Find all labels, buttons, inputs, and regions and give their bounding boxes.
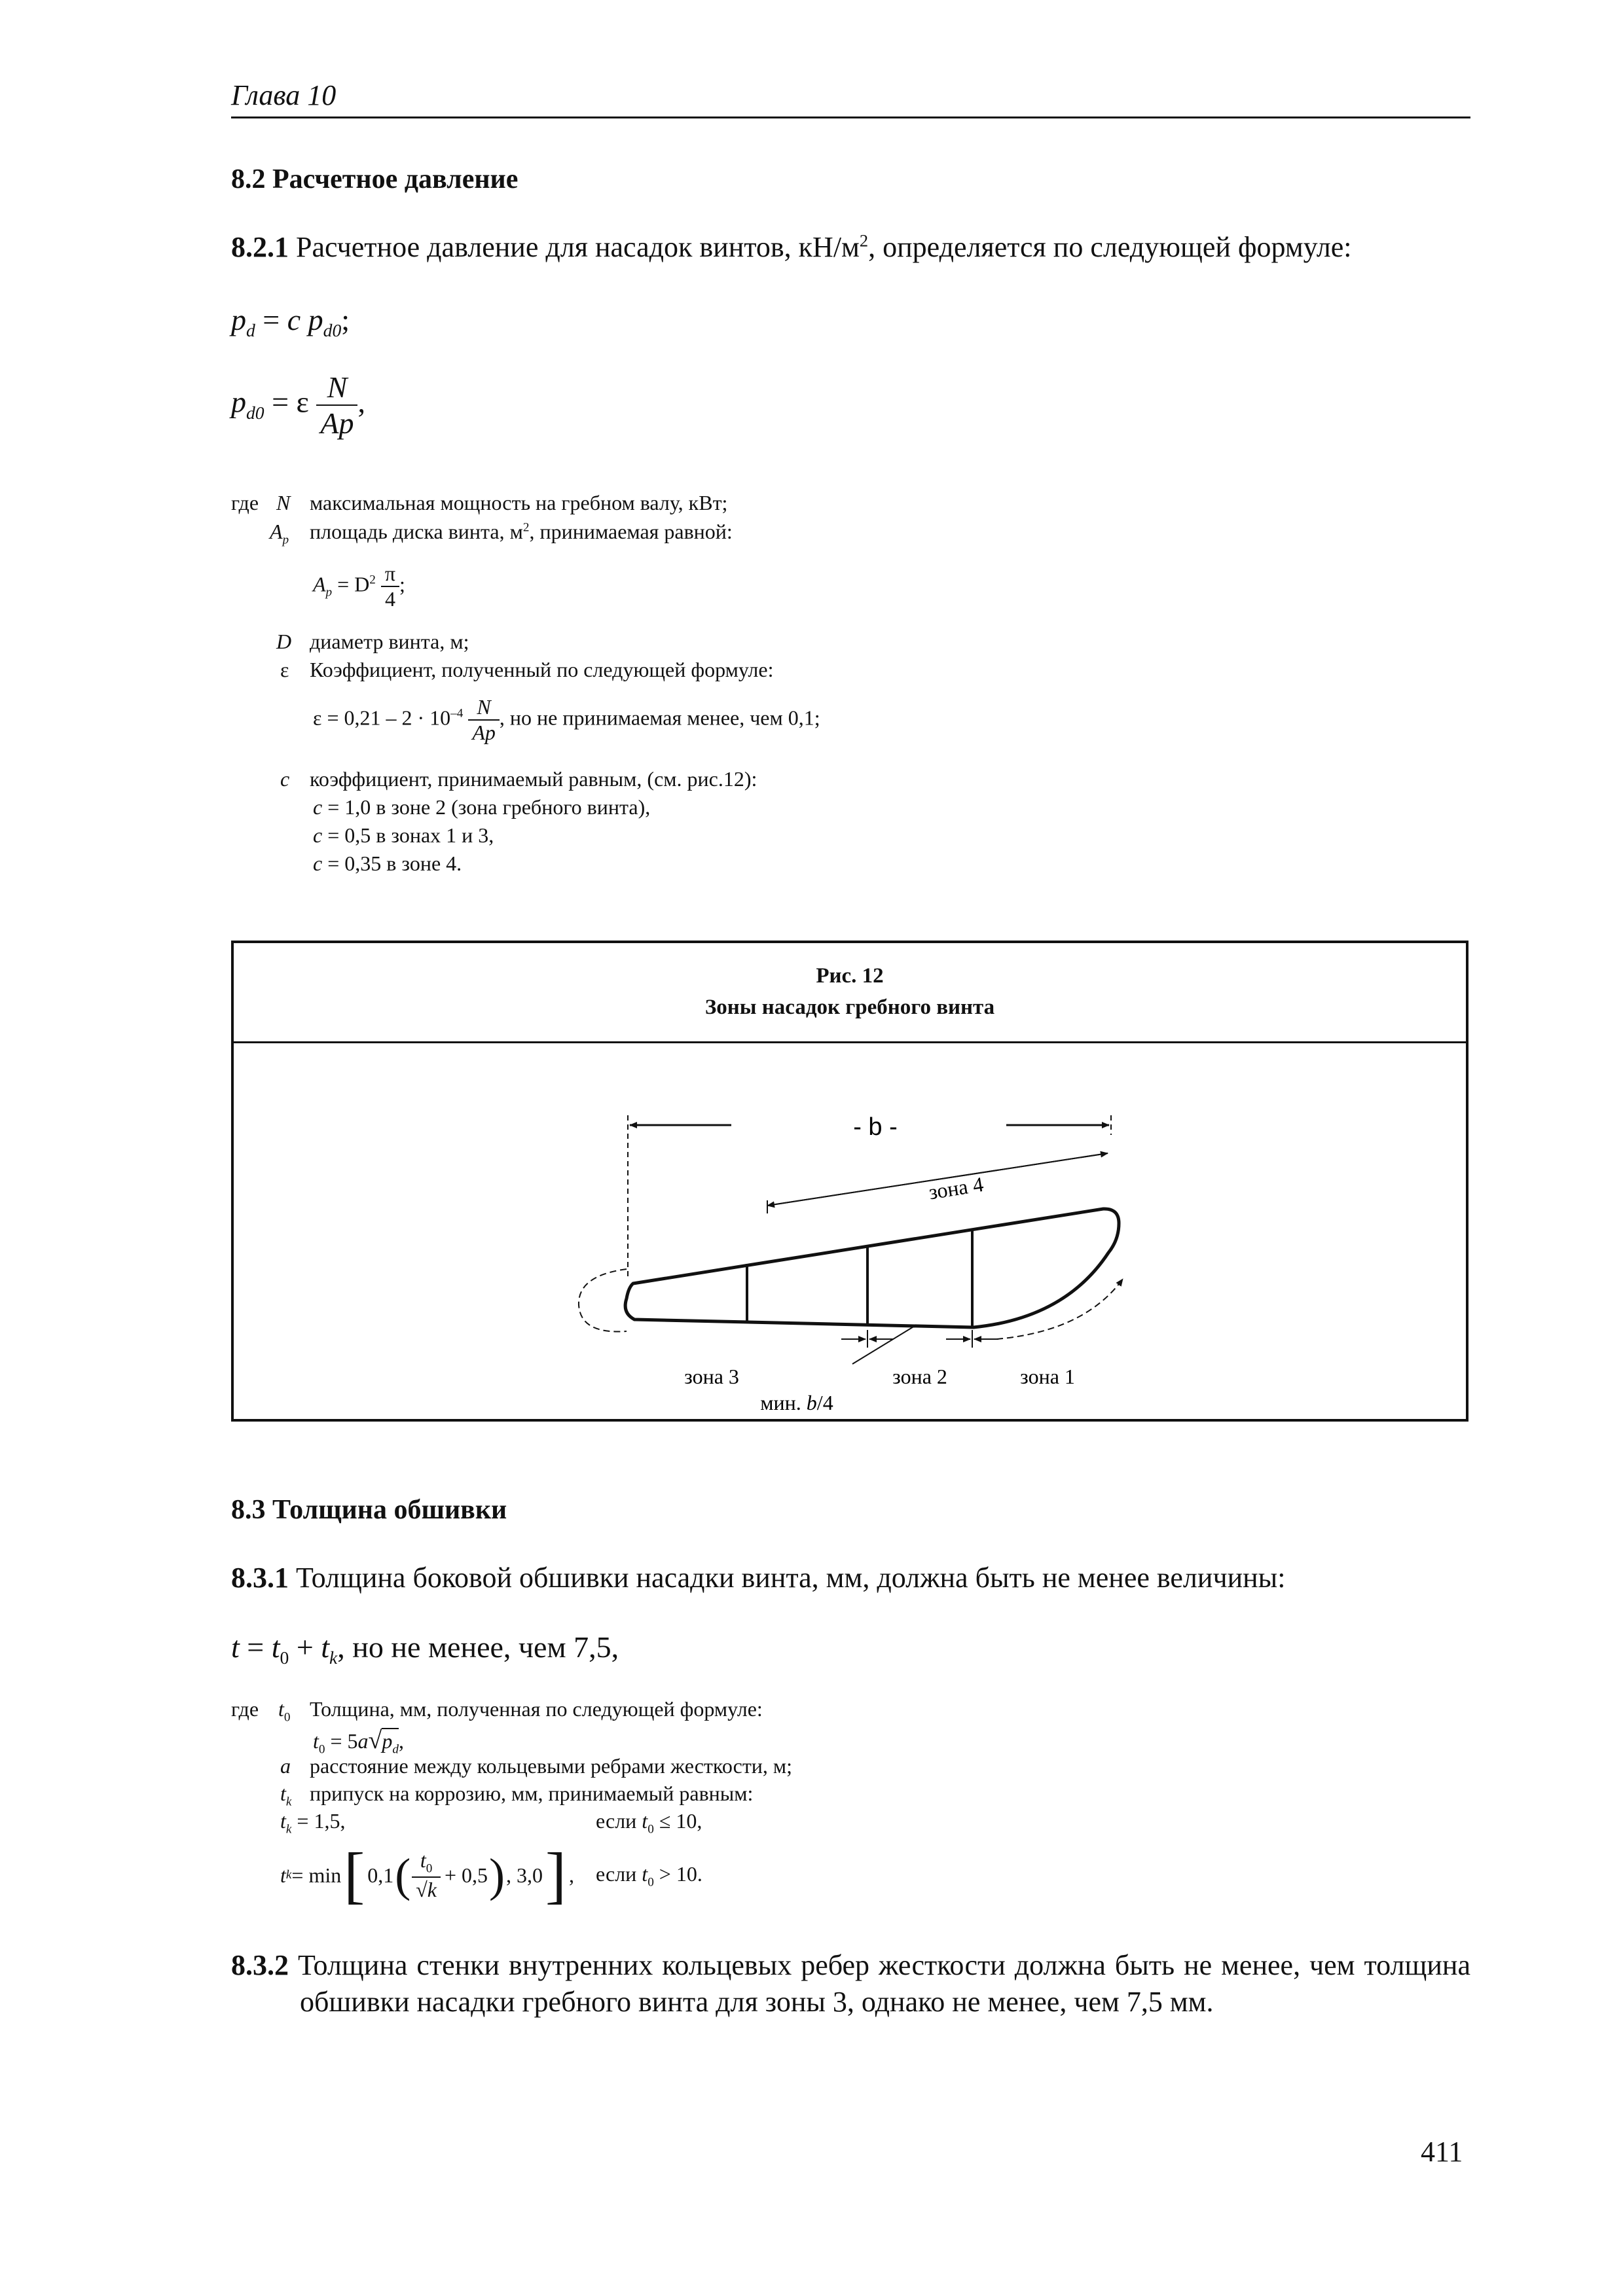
page-number: 411 xyxy=(1421,2136,1463,2168)
figure-caption xyxy=(234,943,1466,1043)
section-title-8-2: 8.2 Расчетное давление xyxy=(231,164,519,194)
formula-pd0: $p_{d0} = \varepsilon$ $\frac{N}{Ap}$ , xyxy=(231,370,365,440)
formula-eps: $\varepsilon = 0,21 - 2 \cdot 10^{-4}$ $\frac{N}{Ap}$ , но не принимаемая менее, чем 0,1; xyxy=(313,695,820,744)
def-c-text: коэффициент, принимаемый равным, (см. рис.12): xyxy=(310,767,757,791)
paragraph-number: 8.3.1 xyxy=(231,1562,289,1594)
figure-number: Рис. 12 xyxy=(816,964,884,988)
def-t0-symbol: $t_0$ xyxy=(278,1697,291,1725)
where-label: где xyxy=(231,1697,259,1721)
def-Ap-symbol: $A_p$ xyxy=(270,520,289,547)
condition-tk-case1: если $t_0 \le 10$, xyxy=(596,1809,702,1837)
c-value-zones13: c = 0,5 в зонах 1 и 3, xyxy=(313,823,494,847)
zone2-label: зона 2 xyxy=(892,1365,947,1388)
trailing-edge-arc xyxy=(996,1279,1123,1339)
nozzle-zones-diagram xyxy=(234,1043,1466,1419)
paragraph-number: 8.2.1 xyxy=(231,231,289,263)
paragraph-8-3-2: 8.3.2 Толщина стенки внутренних кольцевых ребер жесткости должна быть не менее, чем толщина обшивки насадки гребного винта для зоны 3, однако не менее, чем 7,5 мм. xyxy=(231,1949,1470,2018)
b-label: - b - xyxy=(853,1113,898,1141)
def-D-symbol: D xyxy=(276,630,292,653)
def-tk-text: припуск на коррозию, мм, принимаемый равным: xyxy=(310,1782,754,1805)
def-eps-text: Коэффициент, полученный по следующей формуле: xyxy=(310,658,774,681)
figure-12 xyxy=(231,941,1468,1422)
def-tk-symbol: $t_k$ xyxy=(280,1782,292,1809)
def-N-text: максимальная мощность на гребном валу, кВт; xyxy=(310,491,728,514)
c-value-zone2: c = 1,0 в зоне 2 (зона гребного винта), xyxy=(313,795,651,819)
zone1-label: зона 1 xyxy=(1020,1365,1075,1388)
paragraph-8-2-1: 8.2.1 Расчетное давление для насадок винтов, $кН/м^2$, определяется по следующей формуле: xyxy=(231,230,1352,263)
paragraph-8-3-1: 8.3.1 Толщина боковой обшивки насадки винта, мм, должна быть не менее величины: xyxy=(231,1562,1286,1594)
formula-tk-case1: $t_k = 1,5$, xyxy=(280,1809,346,1837)
def-c-symbol: c xyxy=(280,767,290,791)
header-rule xyxy=(231,117,1470,118)
leading-edge-arc xyxy=(579,1269,627,1332)
paragraph-number: 8.3.2 xyxy=(231,1949,289,1981)
min-b4-label: мин. b/4 xyxy=(760,1391,833,1414)
def-Ap-text: площадь диска винта, $м^2$, принимаемая равной: xyxy=(310,520,733,543)
min-b4-leader xyxy=(852,1326,915,1364)
figure-title: Зоны насадок гребного винта xyxy=(704,996,995,1019)
formula-tk-case2: t k = min [ 0,1 ( $\frac{t_0}{√k}$ + 0,5 ) , 3,0 ] , xyxy=(280,1840,574,1910)
chapter-header: Глава 10 xyxy=(231,79,337,111)
def-a-symbol: a xyxy=(280,1754,291,1778)
formula-Ap: $A_p = D^2$ $\frac{\pi}{4}$ ; xyxy=(313,562,405,611)
section-title-8-3: 8.3 Толщина обшивки xyxy=(231,1495,507,1525)
formula-t0: $t_0 = 5a√p_d$, xyxy=(313,1727,404,1757)
formula-pd: $p_d = c$ $p_{d0}$; xyxy=(231,303,350,341)
def-N-symbol: N xyxy=(276,491,291,514)
formula-t: $t = t_0 + t_k$, но не менее, чем 7,5, xyxy=(231,1630,619,1668)
zone3-label: зона 3 xyxy=(684,1365,739,1388)
zone4-label: зона 4 xyxy=(927,1172,985,1204)
where-label: где xyxy=(231,491,259,514)
nozzle-profile xyxy=(625,1209,1119,1327)
c-value-zone4: c = 0,35 в зоне 4. xyxy=(313,852,462,875)
def-eps-symbol: ε xyxy=(280,658,289,681)
condition-tk-case2: если $t_0 > 10$. xyxy=(596,1862,702,1890)
def-D-text: диаметр винта, м; xyxy=(310,630,469,653)
def-a-text: расстояние между кольцевыми ребрами жесткости, м; xyxy=(310,1754,793,1778)
def-t0-text: Толщина, мм, полученная по следующей формуле: xyxy=(310,1697,763,1721)
